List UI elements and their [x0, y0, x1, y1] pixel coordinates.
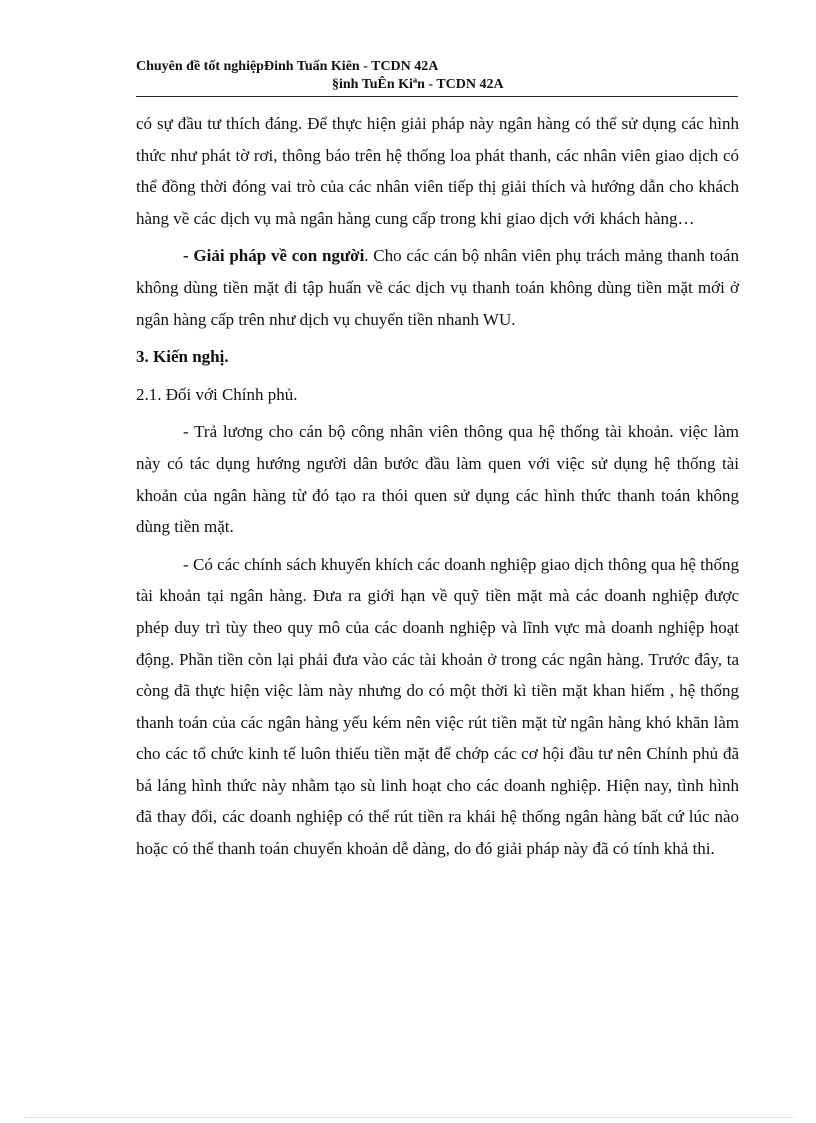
paragraph-2-lead: - Giải pháp về con người: [183, 246, 365, 266]
paragraph-2: [136, 240, 739, 335]
paragraph-2-text: . Cho các cán bộ nhân viên phụ trách mảng thanh toán không dùng tiền mặt đi tập huấn về các dịch vụ thanh toán không dùng tiền mặt mới ở ngân hàng cấp trên như dịch vụ chuyển tiền nhanh WU.: [136, 246, 739, 329]
paragraph-3: - Trả lương cho cán bộ công nhân viên thông qua hệ thống tài khoản. việc làm này có tác dụng hướng người dân bước đầu làm quen với việc sử dụng hệ thống tài khoản của ngân hàng từ đó tạo ra thói quen sử dụng các hình thức thanh toán không dùng tiền mặt.: [136, 422, 739, 537]
section-heading-3: 3. Kiến nghị.: [136, 347, 229, 367]
page-header: [136, 58, 738, 97]
paragraph-1: có sự đầu tư thích đáng. Để thực hiện giải pháp này ngân hàng có thể sử dụng các hình thức như phát tờ rơi, thông báo trên hệ thống loa phát thanh, các nhân viên giao dịch có thể đồng thời đóng vai trò của các nhân viên tiếp thị giải thích và hướng dẫn cho khách hàng về các dịch vụ mà ngân hàng cung cấp trong khi giao dịch với khách hàng…: [136, 114, 739, 228]
page-bottom-divider: [24, 1117, 794, 1118]
paragraph-4: - Có các chính sách khuyến khích các doanh nghiệp giao dịch thông qua hệ thống tài khoản tại ngân hàng. Đưa ra giới hạn về quỹ tiền mặt mà các doanh nghiệp được phép duy trì tùy theo quy mô của các doanh nghiệp và lĩnh vực mà doanh nghiệp hoạt động. Phần tiền còn lại phải đưa vào các tài khoản ở trong các ngân hàng. Trước đây, ta còng đã thực hiện việc làm này nhưng do có một thời kì tiền mặt khan hiếm , hệ thống thanh toán của các ngân hàng yếu kém nên việc rút tiền mặt từ ngân hàng khó khăn làm cho các tổ chức kinh tế luôn thiếu tiền mặt để chớp các cơ hội đầu tư nên Chính phủ đã bá láng hình thức này nhằm tạo sù linh hoạt cho các doanh nghiệp. Hiện nay, tình hình đã thay đổi, các doanh nghiệp có thể rút tiền ra khái hệ thống ngân hàng bất cứ lúc nào hoặc có thể thanh toán chuyển khoản dễ dàng, do đó giải pháp này đã có tính khả thi.: [136, 554, 739, 859]
header-line-2: §inh TuÊn Kiªn - TCDN 42A: [332, 77, 504, 92]
document-body: [136, 108, 739, 871]
subsection-heading-2-1: 2.1. Đối với Chính phủ.: [136, 384, 298, 404]
header-line-1: Chuyên đề tốt nghiệpĐinh Tuấn Kiên - TCDN 42A: [136, 59, 439, 74]
